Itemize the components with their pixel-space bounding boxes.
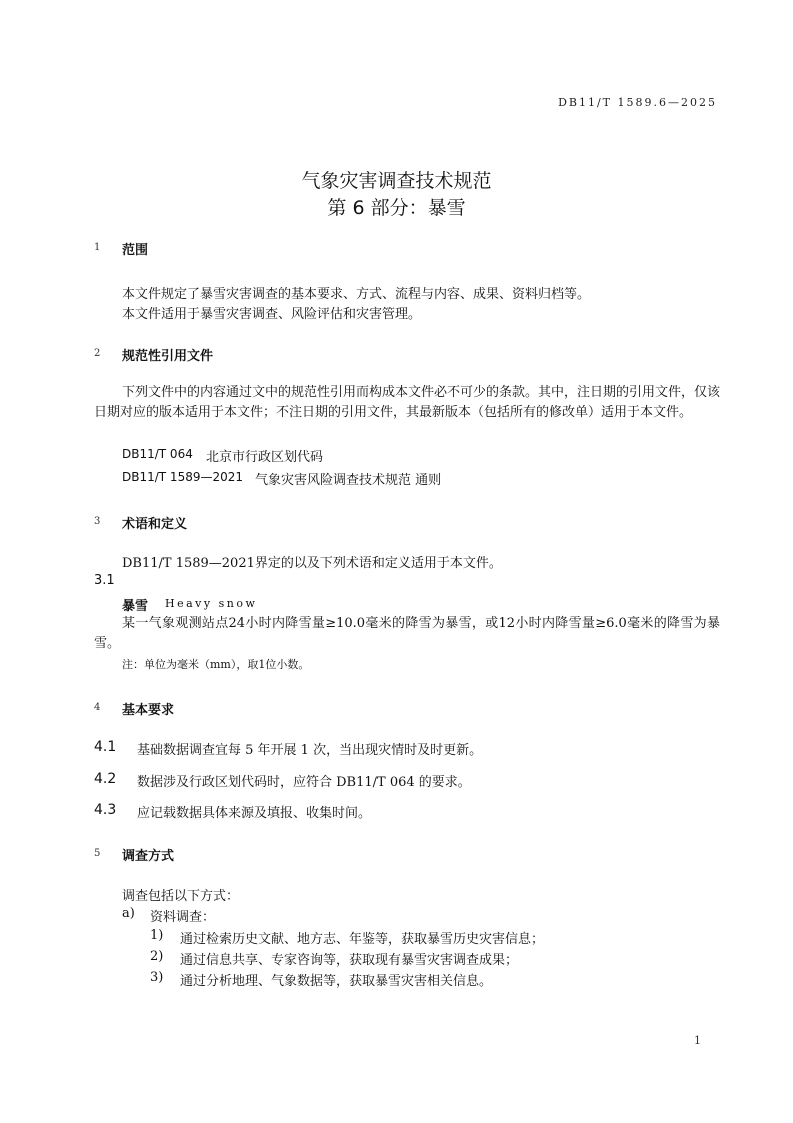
clause-4-3-number: 4.3 bbox=[94, 802, 117, 818]
reference-1-title: 北京市行政区划代码 bbox=[206, 450, 324, 465]
reference-2-code: DB11/T 1589—2021 bbox=[122, 470, 244, 484]
section-3-paragraph: DB11/T 1589—2021界定的以及下列术语和定义适用于本文件。 bbox=[122, 556, 502, 571]
term-english: Heavy snow bbox=[165, 597, 258, 610]
section-4-number: 4 bbox=[94, 702, 101, 713]
section-1-paragraph-2: 本文件适用于暴雪灾害调查、风险评估和灾害管理。 bbox=[122, 307, 422, 322]
clause-4-1-text: 基础数据调查宜每 5 年开展 1 次，当出现灾情时及时更新。 bbox=[137, 743, 483, 758]
document-number: DB11/T 1589.6—2025 bbox=[558, 96, 717, 109]
term-note: 注：单位为毫米（mm），取1位小数。 bbox=[122, 658, 310, 671]
section-2-paragraph: 下列文件中的内容通过文中的规范性引用而构成本文件必不可少的条款。其中，注日期的引用文件，仅该日期对应的版本适用于本文件；不注日期的引用文件，其最新版本（包括所有的修改单）适用于本文件。 bbox=[94, 385, 721, 420]
list-a-label: a) bbox=[122, 906, 135, 921]
list-item-3-label: 3) bbox=[150, 970, 164, 985]
section-2-number: 2 bbox=[94, 348, 101, 359]
list-item-3-text: 通过分析地理、气象数据等，获取暴雪灾害相关信息。 bbox=[180, 974, 493, 989]
reference-2-title: 气象灾害风险调查技术规范 通则 bbox=[255, 473, 442, 488]
document-subtitle: 第 6 部分：暴雪 bbox=[327, 197, 466, 219]
section-5-number: 5 bbox=[94, 848, 101, 859]
term-definition: 某一气象观测站点24小时内降雪量≥10.0毫米的降雪为暴雪，或12小时内降雪量≥6.0毫米的降雪为暴雪。 bbox=[94, 616, 720, 651]
section-1-heading: 范围 bbox=[122, 243, 149, 258]
section-1-number: 1 bbox=[94, 242, 101, 253]
clause-4-1-number: 4.1 bbox=[94, 739, 117, 755]
section-4-heading: 基本要求 bbox=[122, 703, 175, 718]
page-number: 1 bbox=[694, 1034, 701, 1047]
term-number: 3.1 bbox=[94, 573, 115, 588]
section-5-paragraph: 调查包括以下方式： bbox=[122, 889, 240, 904]
section-1-paragraph-1: 本文件规定了暴雪灾害调查的基本要求、方式、流程与内容、成果、资料归档等。 bbox=[122, 287, 591, 302]
list-item-2-label: 2) bbox=[150, 949, 164, 964]
section-3-heading: 术语和定义 bbox=[122, 517, 188, 532]
clause-4-2-number: 4.2 bbox=[94, 771, 117, 787]
section-5-heading: 调查方式 bbox=[122, 849, 175, 864]
section-3-number: 3 bbox=[94, 516, 101, 527]
clause-4-3-text: 应记载数据具体来源及填报、收集时间。 bbox=[137, 806, 372, 821]
section-2-heading: 规范性引用文件 bbox=[122, 349, 214, 364]
document-title: 气象灾害调查技术规范 bbox=[301, 170, 492, 192]
list-a-text: 资料调查： bbox=[150, 910, 216, 925]
list-item-1-text: 通过检索历史文献、地方志、年鉴等，获取暴雪历史灾害信息； bbox=[180, 932, 545, 947]
reference-1-code: DB11/T 064 bbox=[122, 447, 193, 461]
list-item-1-label: 1) bbox=[150, 928, 164, 943]
list-item-2-text: 通过信息共享、专家咨询等，获取现有暴雪灾害调查成果； bbox=[180, 953, 519, 968]
term-chinese: 暴雪 bbox=[122, 599, 149, 614]
clause-4-2-text: 数据涉及行政区划代码时，应符合 DB11/T 064 的要求。 bbox=[137, 775, 471, 790]
